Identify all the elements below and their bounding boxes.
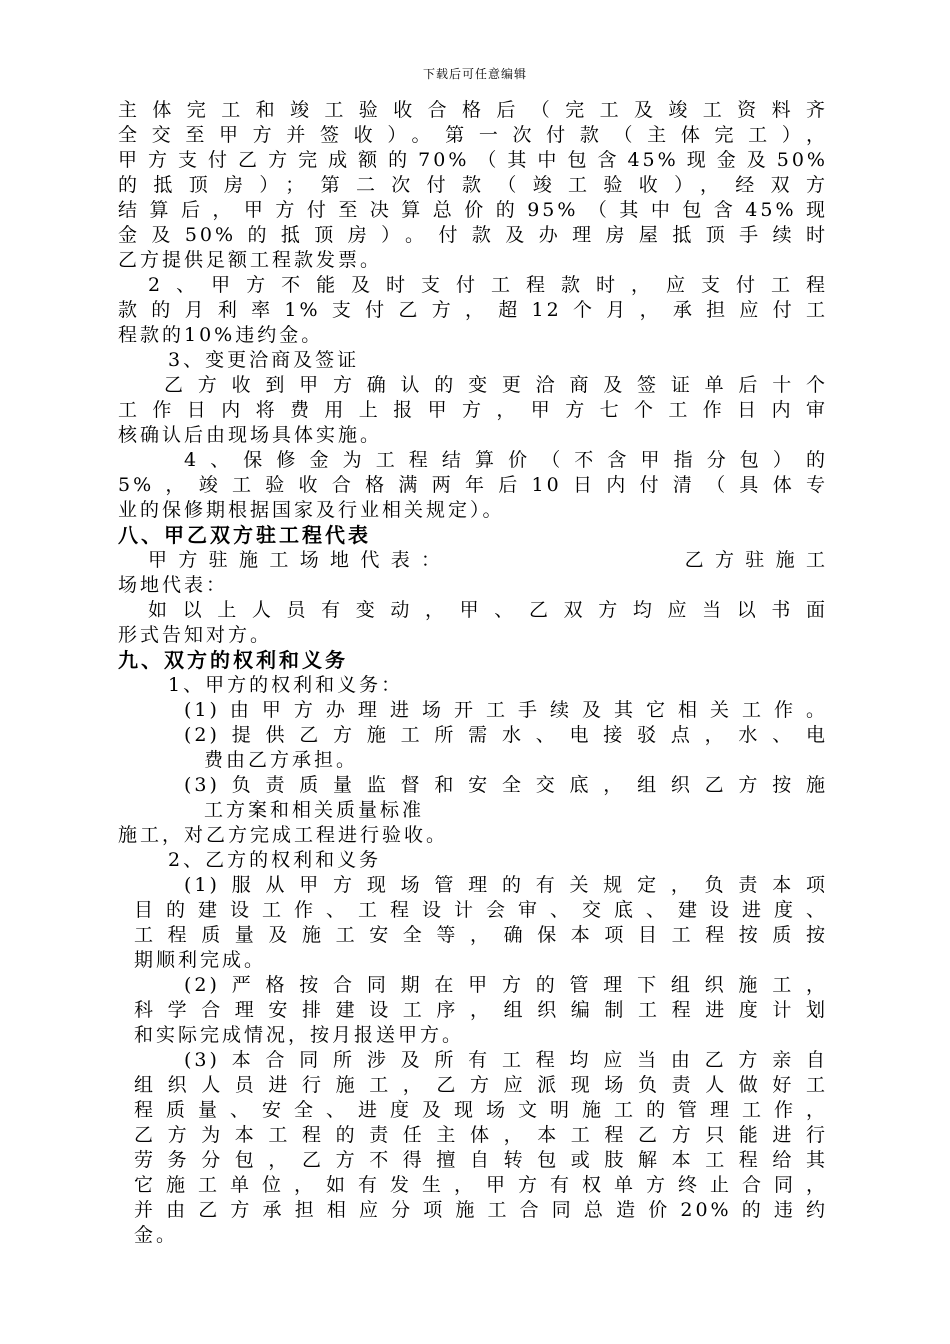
text-line: 它施工单位，如有发生，甲方有权单方终止合同， — [134, 1174, 828, 1196]
text-line: 结算后，甲方付至决算总价的95%（其中包含45%现 — [118, 199, 828, 221]
text-line: 组织人员进行施工，乙方应派现场负责人做好工 — [134, 1074, 828, 1096]
text-line: (1)服从甲方现场管理的有关规定，负责本项 — [184, 874, 828, 896]
text-line: 4、保修金为工程结算价（不含甲指分包）的 — [184, 449, 828, 471]
text-line: 甲方支付乙方完成额的70%（其中包含45%现金及50% — [118, 149, 828, 171]
text-line: 工程质量及施工安全等，确保本项目工程按质按 — [134, 924, 828, 946]
text-line: 全交至甲方并签收）。第一次付款（主体完工）， — [118, 124, 828, 146]
text-line: 如以上人员有变动，甲、乙双方均应当以书面 — [148, 599, 828, 621]
text-line: 程质量、安全、进度及现场文明施工的管理工作， — [134, 1099, 828, 1121]
text-line: 乙方收到甲方确认的变更洽商及签证单后十个 — [164, 374, 828, 396]
text-line: 并由乙方承担相应分项施工合同总造价20%的违约 — [134, 1199, 828, 1221]
text-line: 业的保修期根据国家及行业相关规定）。 — [118, 499, 505, 521]
text-line: 乙方为本工程的责任主体，本工程乙方只能进行 — [134, 1124, 828, 1146]
text-line: 程款的10%违约金。 — [118, 324, 324, 346]
section-heading: 八、甲乙双方驻工程代表 — [118, 523, 371, 547]
text-line: 甲方驻施工场地代表： 乙方驻施工 — [148, 549, 828, 571]
text-line: 期顺利完成。 — [134, 949, 267, 971]
text-line: 形式告知对方。 — [118, 624, 273, 646]
text-line: 施工，对乙方完成工程进行验收。 — [118, 824, 449, 846]
text-line: 和实际完成情况，按月报送甲方。 — [134, 1024, 465, 1046]
text-line: 的抵顶房）；第二次付款（竣工验收），经双方 — [118, 174, 828, 196]
text-line: (3)负责质量监督和安全交底，组织乙方按施 — [184, 774, 828, 796]
text-line: (3)本合同所涉及所有工程均应当由乙方亲自 — [184, 1049, 828, 1071]
text-line: 劳务分包，乙方不得擅自转包或肢解本工程给其 — [134, 1149, 828, 1171]
text-line: 费由乙方承担。 — [204, 749, 359, 771]
document-body — [118, 98, 828, 1248]
text-line: 2、甲方不能及时支付工程款时，应支付工程 — [148, 274, 828, 296]
text-line: 款的月利率1%支付乙方，超12个月，承担应付工 — [118, 299, 828, 321]
text-line: 目的建设工作、工程设计会审、交底、建设进度、 — [134, 899, 828, 921]
text-line: 工方案和相关质量标准 — [204, 799, 425, 821]
text-line: 金。 — [134, 1224, 179, 1246]
text-line: 工作日内将费用上报甲方，甲方七个工作日内审 — [118, 399, 828, 421]
section-heading: 九、双方的权利和义务 — [118, 648, 348, 672]
text-line: 2、乙方的权利和义务 — [168, 849, 382, 871]
text-line: 3、变更洽商及签证 — [168, 349, 360, 371]
text-line: (2)严格按合同期在甲方的管理下组织施工， — [184, 974, 828, 996]
text-line: 主体完工和竣工验收合格后（完工及竣工资料齐 — [118, 99, 828, 121]
page-header-note: 下载后可任意编辑 — [422, 67, 527, 81]
text-line: (2)提供乙方施工所需水、电接驳点，水、电 — [184, 724, 828, 746]
text-line: 乙方提供足额工程款发票。 — [118, 249, 383, 271]
text-line: 金及50%的抵顶房）。付款及办理房屋抵顶手续时 — [118, 224, 828, 246]
text-line: 核确认后由现场具体实施。 — [118, 424, 383, 446]
text-line: 科学合理安排建设工序，组织编制工程进度计划 — [134, 999, 828, 1021]
text-line: 场地代表： — [118, 574, 229, 596]
text-line: 5%，竣工验收合格满两年后10日内付清（具体专 — [118, 474, 828, 496]
text-line: (1)由甲方办理进场开工手续及其它相关工作。 — [184, 699, 828, 721]
text-line: 1、甲方的权利和义务： — [168, 674, 404, 696]
